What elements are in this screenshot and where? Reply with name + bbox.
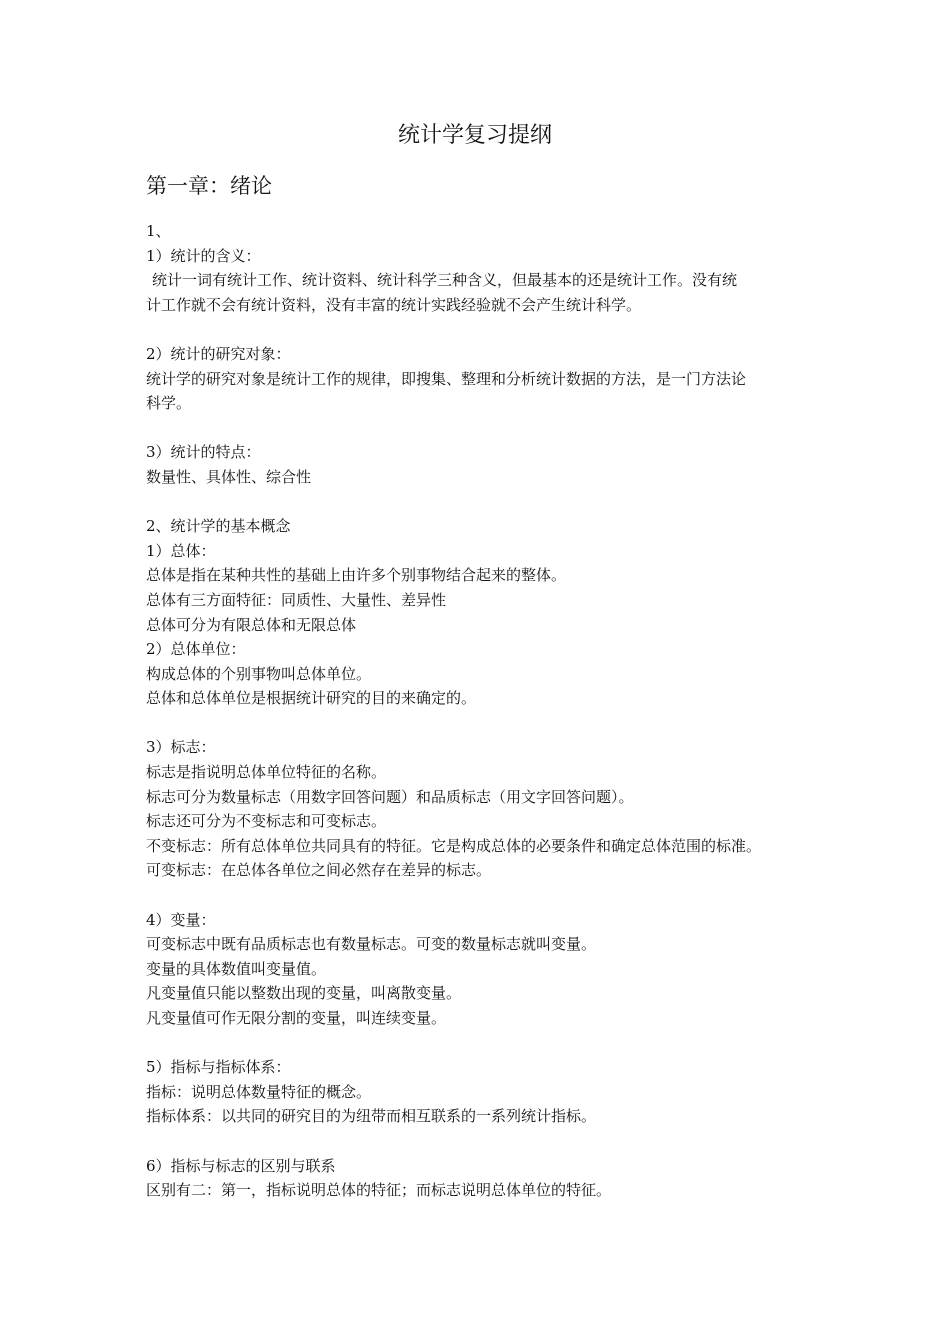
text-line: 总体是指在某种共性的基础上由许多个别事物结合起来的整体。 — [146, 566, 567, 585]
chapter-heading: 第一章：绪论 — [146, 174, 272, 198]
document-title: 统计学复习提纲 — [397, 123, 552, 148]
text-line: 2）总体单位： — [146, 640, 246, 659]
text-line: 统计一词有统计工作、统计资料、统计科学三种含义，但最基本的还是统计工作。没有统 — [152, 271, 738, 290]
text-line: 2）统计的研究对象： — [146, 344, 291, 363]
text-line: 6）指标与标志的区别与联系 — [146, 1156, 336, 1175]
text-line: 2、统计学的基本概念 — [146, 517, 291, 536]
blank-line — [146, 490, 810, 515]
text-line: 凡变量值可作无限分割的变量，叫连续变量。 — [146, 1009, 447, 1027]
blank-line — [146, 883, 810, 908]
text-line: 统计学的研究对象是统计工作的规律，即搜集、整理和分析统计数据的方法，是一门方法论 — [146, 369, 747, 388]
text-line: 指标：说明总体数量特征的概念。 — [146, 1082, 372, 1101]
text-line: 数量性、具体性、综合性 — [146, 467, 312, 486]
text-line: 1、 — [146, 222, 171, 240]
text-line: 总体可分为有限总体和无限总体 — [146, 615, 357, 634]
blank-line — [146, 1031, 810, 1056]
text-line: 科学。 — [146, 394, 192, 413]
blank-line — [146, 317, 810, 342]
text-line: 指标体系：以共同的研究目的为纽带而相互联系的一系列统计指标。 — [146, 1107, 597, 1126]
text-line: 可变标志中既有品质标志也有数量标志。可变的数量标志就叫变量。 — [146, 935, 597, 954]
text-line: 3）统计的特点： — [146, 443, 261, 462]
text-line: 标志是指说明总体单位特征的名称。 — [146, 763, 387, 782]
text-line: 4）变量： — [146, 910, 216, 929]
text-line: 标志还可分为不变标志和可变标志。 — [146, 812, 387, 831]
blank-line — [146, 416, 810, 441]
text-line: 3）标志： — [146, 738, 216, 757]
blank-line — [146, 1129, 810, 1154]
text-line: 标志可分为数量标志（用数字回答问题）和品质标志（用文字回答问题）。 — [146, 787, 634, 806]
text-line: 计工作就不会有统计资料，没有丰富的统计实践经验就不会产生统计科学。 — [146, 295, 642, 314]
text-line: 1）统计的含义： — [146, 246, 261, 265]
text-line: 1）总体： — [146, 541, 216, 560]
text-line: 构成总体的个别事物叫总体单位。 — [146, 664, 372, 683]
blank-line — [146, 711, 810, 736]
text-line: 可变标志：在总体各单位之间必然存在差异的标志。 — [146, 861, 492, 880]
text-line: 凡变量值只能以整数出现的变量，叫离散变量。 — [146, 984, 462, 1003]
text-line: 不变标志：所有总体单位共同具有的特征。它是构成总体的必要条件和确定总体范围的标准。 — [146, 836, 762, 855]
document-body — [146, 219, 810, 1203]
text-line: 总体和总体单位是根据统计研究的目的来确定的。 — [146, 689, 477, 708]
text-line: 变量的具体数值叫变量值。 — [146, 959, 327, 978]
text-line: 5）指标与指标体系： — [146, 1058, 291, 1077]
text-line: 区别有二：第一，指标说明总体的特征；而标志说明总体单位的特征。 — [146, 1181, 612, 1200]
text-line: 总体有三方面特征：同质性、大量性、差异性 — [146, 590, 447, 609]
